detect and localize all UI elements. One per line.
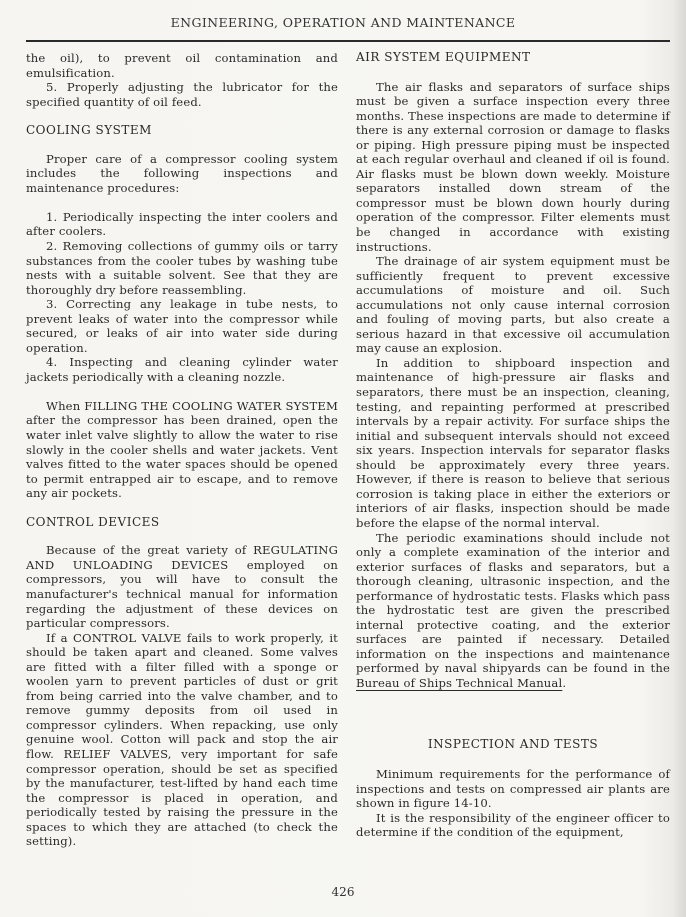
left-column bbox=[26, 51, 338, 849]
paragraph: When FILLING THE COOLING WATER SYSTEM after the compressor has been drained, open the water inlet valve slightly to allow the water to rise slowly in the cooler shells and water jackets. Vent valves fitted to the water spaces should be opened to permit entrapped air to escape, and to remove any air pockets. bbox=[26, 398, 338, 501]
list-item: 4. Inspecting and cleaning cylinder water jackets periodically with a cleaning nozzle. bbox=[26, 355, 338, 384]
paragraph: If a CONTROL VALVE fails to work properly, it should be taken apart and cleaned. Some valves are fitted with a filter filled with a sponge or woolen yarn to prevent particles of dust or grit from being carried into the valve chamber, and to remove gummy deposits from oil used in compressor cylinders. When repacking, use only genuine wool. Cotton will pack and stop the air flow. RELIEF VALVES, very important for safe compressor operation, should be set as specified by the manufacturer, test-lifted by hand each time the compressor is placed in operation, and periodically tested by raising the pressure in the spaces to which they are attached (to check the setting). bbox=[26, 630, 338, 849]
paragraph-text: The periodic examinations should include not only a complete examination of the interior and exterior surfaces of flasks and separators, but a thorough cleaning, ultrasonic inspection, and the performance of hydrostatic tests. Flasks which pass the hydrostatic test are given the prescribed internal protective coating, and the exterior surfaces are painted if necessary. Detailed information on the inspections and maintenance performed by naval shipyards can be found in the bbox=[356, 530, 670, 676]
section-heading-control-devices: CONTROL DEVICES bbox=[26, 514, 160, 529]
manual-reference: Bureau of Ships Technical Manual bbox=[356, 675, 563, 690]
right-column bbox=[356, 50, 670, 840]
list-item: 1. Periodically inspecting the inter coolers and after coolers. bbox=[26, 209, 338, 239]
header-rule-divider bbox=[26, 40, 670, 42]
section-heading-cooling-system: COOLING SYSTEM bbox=[26, 123, 152, 138]
list-item: 5. Properly adjusting the lubricator for the specified quantity of oil feed. bbox=[26, 80, 338, 109]
running-head: ENGINEERING, OPERATION AND MAINTENANCE bbox=[170, 15, 516, 30]
paragraph: The air flasks and separators of surface ships must be given a surface inspection every three months. These inspections are made to determine if there is any external corrosion or damage to flasks or piping. High pressure piping must be inspected at each regular overhaul and cleaned if oil is found. Air flasks must be blown down weekly. Moisture separators installed down stream of the compressor must be blown down hourly during operation of the compressor. Filter elements must be changed in accordance with existing instructions. bbox=[356, 79, 670, 254]
paragraph: Proper care of a compressor cooling system includes the following inspections and maintenance procedures: bbox=[26, 151, 338, 195]
list-item: 2. Removing collections of gummy oils or tarry substances from the cooler tubes by washing tube nests with a suitable solvent. See that they are thoroughly dry before reassembling. bbox=[26, 238, 338, 297]
section-heading-air-system-equipment: AIR SYSTEM EQUIPMENT bbox=[356, 50, 531, 64]
paragraph bbox=[356, 531, 670, 691]
page-number: 426 bbox=[331, 885, 355, 899]
list-item: 3. Correcting any leakage in tube nests, to prevent leaks of water into the compressor while secured, or leaks of air into water side during operation. bbox=[26, 297, 338, 355]
paragraph: It is the responsibility of the engineer officer to determine if the condition of the equipment, bbox=[356, 810, 670, 840]
paragraph: Because of the great variety of REGULATING AND UNLOADING DEVICES employed on compressors, you will have to consult the manufacturer's technical manual for information regarding the adjustment of these devices on particular compressors. bbox=[26, 543, 338, 631]
spacer bbox=[26, 195, 338, 210]
paragraph: Minimum requirements for the performance of inspections and tests on compressed air plants are shown in figure 14-10. bbox=[356, 767, 670, 811]
paragraph: In addition to shipboard inspection and maintenance of high-pressure air flasks and separators, there must be an inspection, cleaning, testing, and repainting performed at prescribed intervals by a repair activity. For surface ships the initial and subsequent intervals should not exceed six years. Inspection intervals for separator flasks should be approximately every three years. However, if there is reason to believe that serious corrosion is taking place in either the exteriors or interiors of air flasks, inspection should be made before the elapse of the normal interval. bbox=[356, 355, 670, 530]
continuation-paragraph: the oil), to prevent oil contamination and emulsification. bbox=[26, 51, 338, 80]
spacer bbox=[26, 384, 338, 399]
paragraph: The drainage of air system equipment must be sufficiently frequent to prevent excessive accumulations of moisture and oil. Such accumulations not only cause internal corrosion and fouling of moving parts, but also create a serious hazard in that excessive oil accumulation may cause an explosion. bbox=[356, 254, 670, 356]
paragraph-text: . bbox=[562, 675, 567, 690]
section-heading-inspection-and-tests: INSPECTION AND TESTS bbox=[427, 736, 599, 751]
